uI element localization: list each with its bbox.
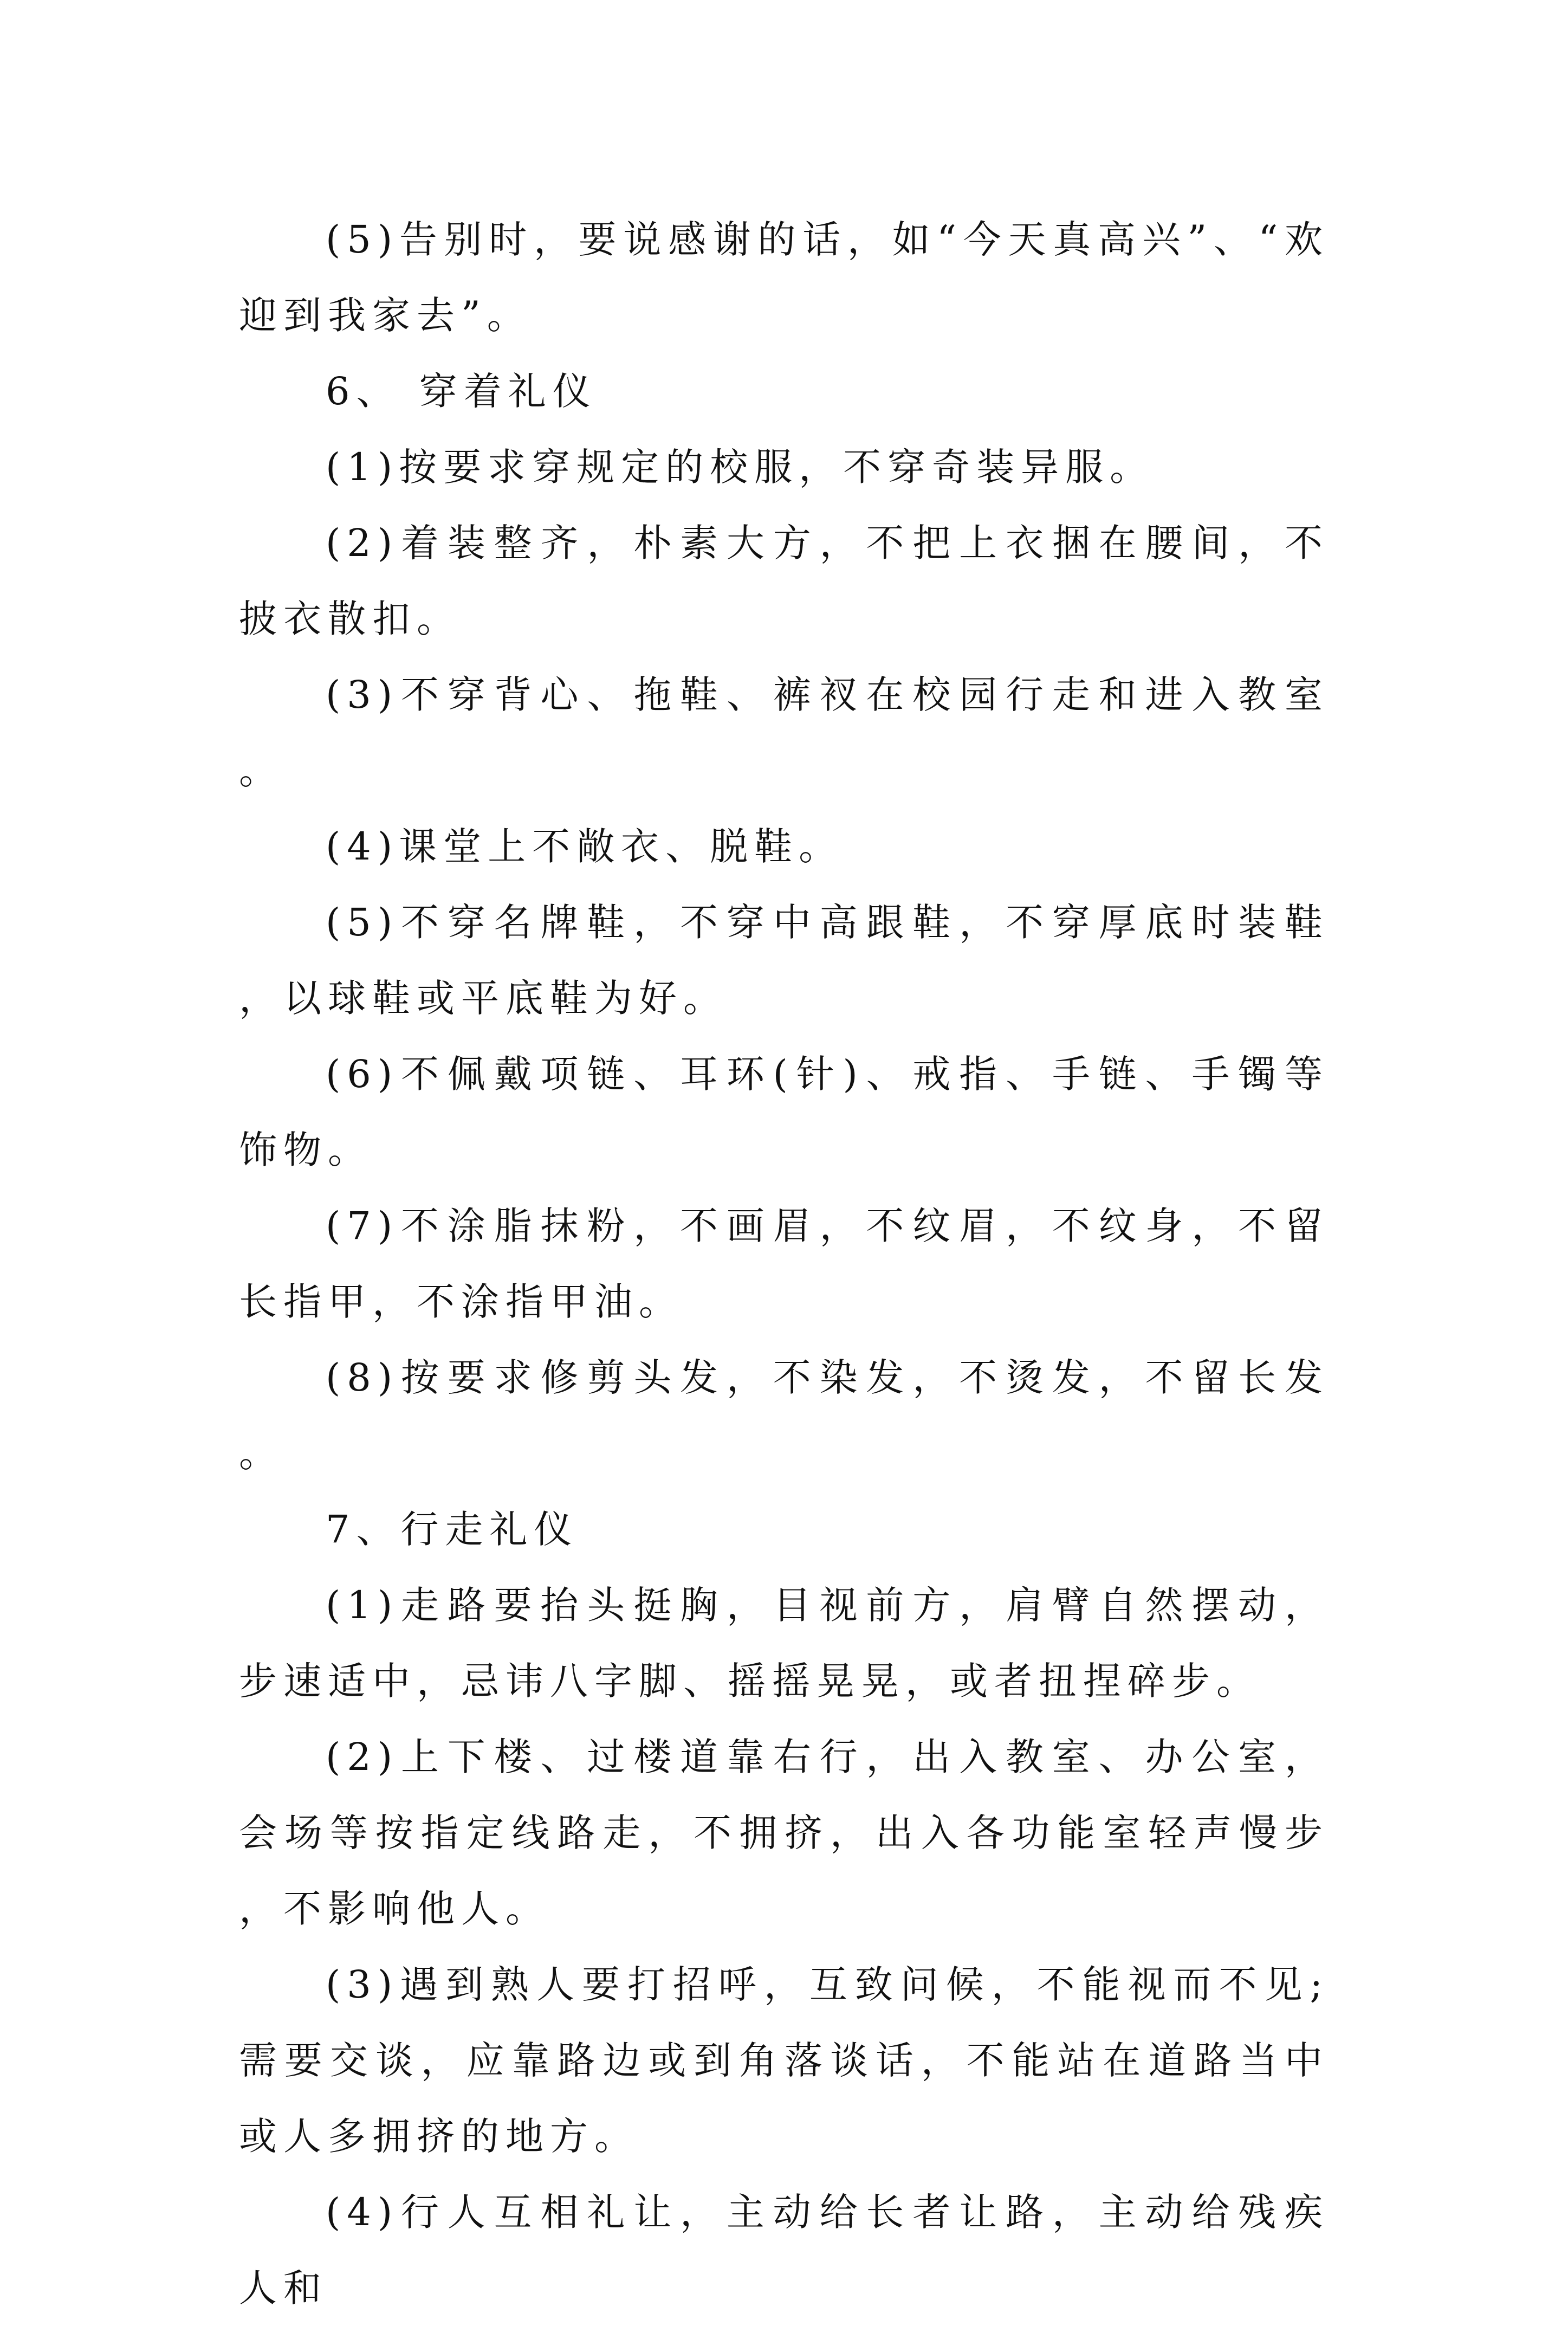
paragraph-walking-3: (3)遇到熟人要打招呼，互致问候，不能视而不见;需要交谈，应靠路边或到角落谈话，不能站在道路当中或人多拥挤的地方。	[239, 1962, 1329, 2159]
paragraph-dress-6: (6)不佩戴项链、耳环(针)、戒指、手链、手镯等饰物。	[239, 1052, 1329, 1172]
section-heading-walking-etiquette: 7、行走礼仪	[326, 1507, 579, 1552]
paragraph-farewell-5: (5)告别时，要说感谢的话，如“今天真高兴”、“欢迎到我家去”。	[239, 217, 1329, 338]
paragraph-dress-3: (3)不穿背心、拖鞋、裤衩在校园行走和进入教室。	[239, 673, 1329, 793]
paragraph-dress-2: (2)着装整齐，朴素大方，不把上衣捆在腰间，不披衣散扣。	[239, 521, 1329, 641]
paragraph-dress-8: (8)按要求修剪头发，不染发，不烫发，不留长发。	[239, 1355, 1329, 1476]
paragraph-dress-5: (5)不穿名牌鞋，不穿中高跟鞋，不穿厚底时装鞋，以球鞋或平底鞋为好。	[239, 900, 1329, 1020]
paragraph-dress-7: (7)不涂脂抹粉，不画眉，不纹眉，不纹身，不留长指甲，不涂指甲油。	[239, 1204, 1329, 1324]
paragraph-dress-1: (1)按要求穿规定的校服，不穿奇装异服。	[326, 445, 1155, 489]
section-heading-dress-etiquette: 6、 穿着礼仪	[326, 369, 597, 413]
paragraph-dress-4: (4)课堂上不敞衣、脱鞋。	[326, 824, 844, 869]
document-body	[239, 202, 1329, 2326]
paragraph-walking-2: (2)上下楼、过楼道靠右行，出入教室、办公室，会场等按指定线路走，不拥挤，出入各功能室轻声慢步，不影响他人。	[239, 1735, 1329, 1931]
paragraph-walking-4: (4)行人互相礼让，主动给长者让路，主动给残疾人和	[239, 2190, 1329, 2310]
paragraph-walking-1: (1)走路要抬头挺胸，目视前方，肩臂自然摆动，步速适中，忌讳八字脚、摇摇晃晃，或者扭捏碎步。	[239, 1583, 1329, 1703]
